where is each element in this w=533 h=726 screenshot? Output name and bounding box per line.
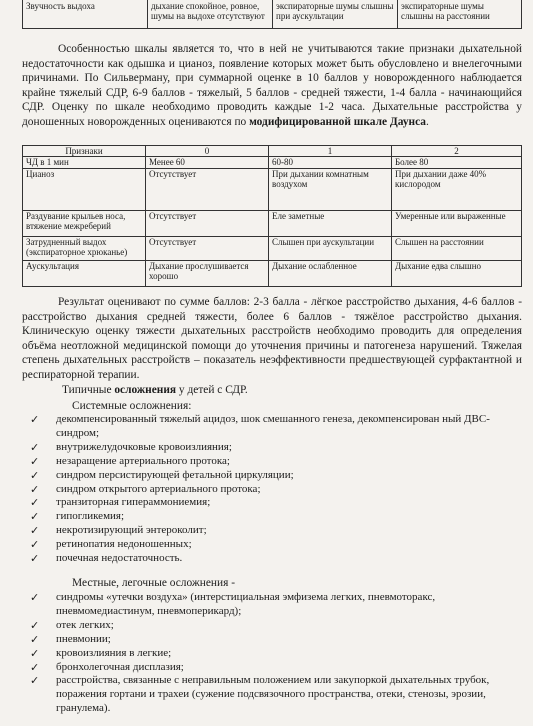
list-item-text: пневмонии; bbox=[56, 632, 111, 645]
table-row bbox=[23, 261, 522, 287]
check-icon: ✓ bbox=[30, 591, 40, 604]
table-cell: Еле заметные bbox=[269, 211, 392, 237]
list-item-text: синдром открытого артериального протока; bbox=[56, 482, 261, 495]
table-cell: ЧД в 1 мин bbox=[23, 157, 146, 169]
table-cell: дыхание спокойное, ровное, шумы на выдохе отсутствуют bbox=[148, 0, 273, 29]
list-item bbox=[22, 661, 527, 675]
check-icon: ✓ bbox=[30, 413, 40, 426]
intro-prefix: Типичные bbox=[62, 384, 115, 396]
complications-intro bbox=[62, 383, 533, 397]
check-icon: ✓ bbox=[30, 646, 40, 660]
table-cell: Слышен при аускультации bbox=[269, 237, 392, 261]
table-cell: Раздувание крыльев носа, втяжение межреберий bbox=[23, 211, 146, 237]
check-icon: ✓ bbox=[30, 482, 40, 496]
check-icon: ✓ bbox=[30, 524, 40, 538]
check-icon: ✓ bbox=[30, 496, 40, 510]
table-row bbox=[23, 211, 522, 237]
list-item bbox=[22, 552, 527, 566]
list-item bbox=[22, 441, 527, 455]
list-item-text: синдром персистирующей фетальной циркуляции; bbox=[56, 468, 294, 481]
table-cell: Дыхание прослушивается хорошо bbox=[146, 261, 269, 287]
list-item-text: незаращение артериального протока; bbox=[56, 454, 230, 467]
list-item-text: гипогликемия; bbox=[56, 510, 125, 523]
list-item-text: ретинопатия недоношенных; bbox=[56, 538, 192, 551]
check-icon: ✓ bbox=[30, 510, 40, 524]
table-row bbox=[23, 0, 522, 29]
table-header-cell: 2 bbox=[392, 146, 522, 157]
check-icon: ✓ bbox=[30, 618, 40, 632]
list-item bbox=[22, 469, 527, 483]
list-item bbox=[22, 413, 527, 441]
list-item bbox=[22, 496, 527, 510]
table-row bbox=[23, 169, 522, 211]
list-item-text: синдромы «утечки воздуха» (интерстициальная эмфизема легких, пневмоторакс, пневмомедиастинум, пневмоперикард); bbox=[56, 591, 436, 617]
table-cell: Дыхание едва слышно bbox=[392, 261, 522, 287]
list-item-text: почечная недостаточность. bbox=[56, 552, 183, 565]
table-cell: Умеренные или выраженные bbox=[392, 211, 522, 237]
list-item bbox=[22, 647, 527, 661]
check-icon: ✓ bbox=[30, 660, 40, 674]
table-header-row bbox=[23, 146, 522, 157]
list-item bbox=[22, 674, 527, 716]
silverman-table-fragment bbox=[22, 0, 522, 29]
list-item-text: транзиторная гипераммониемия; bbox=[56, 496, 211, 509]
systemic-list bbox=[22, 413, 527, 566]
table-cell: Более 80 bbox=[392, 157, 522, 169]
table-cell: Затрудненный выдох (экспираторное хрюканье) bbox=[23, 237, 146, 261]
dauns-table bbox=[22, 145, 522, 287]
check-icon: ✓ bbox=[30, 440, 40, 454]
table-cell: При дыхании комнатным воздухом bbox=[269, 169, 392, 211]
list-item bbox=[22, 455, 527, 469]
check-icon: ✓ bbox=[30, 632, 40, 646]
table-cell: Дыхание ослабленное bbox=[269, 261, 392, 287]
list-item bbox=[22, 591, 527, 619]
list-item bbox=[22, 524, 527, 538]
paragraph-text: Особенностью шкалы является то, что в ней не учитываются такие признаки дыхательной недостаточности как одышка и цианоз, появление которых может быть обусловлено и внелегочными причинами. По Сильверману, при суммарной оценке в 10 баллов у новорожденного наблюдается крайне тяжелый СДР, 6-9 баллов - тяжелый, 5 баллов - средней тяжести, 1-4 балла - начинающийся СДР. Оценку по шкале необходимо проводить каждые 1-2 часа. Дыхательные расстройства у доношенных новорожденных оцениваются по bbox=[22, 43, 522, 128]
list-item-text: декомпенсированный тяжелый ацидоз, шок смешанного генеза, декомпенсирован ный ДВС-синдром; bbox=[56, 413, 490, 439]
table-header-cell: 1 bbox=[269, 146, 392, 157]
table-cell: Цианоз bbox=[23, 169, 146, 211]
check-icon: ✓ bbox=[30, 468, 40, 482]
table-cell: Отсутствует bbox=[146, 169, 269, 211]
table-cell: 60-80 bbox=[269, 157, 392, 169]
table-cell: экспираторные шумы слышны на расстоянии bbox=[398, 0, 522, 29]
table-header-cell: Признаки bbox=[23, 146, 146, 157]
check-icon: ✓ bbox=[30, 552, 40, 566]
dauns-scale-term: модифицированной шкале Даунса bbox=[249, 115, 426, 128]
table-cell: Слышен на расстоянии bbox=[392, 237, 522, 261]
list-item-text: кровоизлияния в легкие; bbox=[56, 646, 172, 659]
table-header-cell: 0 bbox=[146, 146, 269, 157]
table-cell: Менее 60 bbox=[146, 157, 269, 169]
paragraph-result: Результат оценивают по сумме баллов: 2-3 балла - лёгкое расстройство дыхания, 4-6 баллов - расстройство дыхания средней тяжести, более 6 баллов - тяжёлое расстройство дыхания. Клиническую оценку тяжести дыхательных расстройств необходимо проводить для определения объёма неотложной медицинской помощи до уточнения причины и патогенеза нарушений. Тяжелая степень дыхательных расстройств – показатель неэффективности предшествующей сурфактантной и респираторной терапии. bbox=[22, 296, 522, 381]
table-cell: Аускультация bbox=[23, 261, 146, 287]
list-item bbox=[22, 633, 527, 647]
check-icon: ✓ bbox=[30, 674, 40, 688]
table-cell: При дыхании даже 40% кислородом bbox=[392, 169, 522, 211]
local-list bbox=[22, 591, 527, 716]
systemic-heading: Системные осложнения: bbox=[72, 400, 192, 412]
intro-suffix: у детей с СДР. bbox=[176, 384, 248, 396]
paragraph-end: . bbox=[425, 115, 429, 128]
list-item-text: отек легких; bbox=[56, 618, 114, 631]
list-item-text: некротизирующий энтероколит; bbox=[56, 524, 207, 537]
complications-term: осложнения bbox=[114, 384, 177, 396]
list-item-text: бронхолегочная дисплазия; bbox=[56, 660, 184, 673]
table-cell: Звучность выдоха bbox=[23, 0, 148, 29]
list-item bbox=[22, 538, 527, 552]
list-item-text: внутрижелудочковые кровоизлияния; bbox=[56, 440, 232, 453]
table-row bbox=[23, 237, 522, 261]
table-row bbox=[23, 157, 522, 169]
table-cell: экспираторные шумы слышны при аускультации bbox=[273, 0, 398, 29]
list-item bbox=[22, 483, 527, 497]
check-icon: ✓ bbox=[30, 538, 40, 552]
list-item-text: расстройства, связанные с неправильным положением или закупоркой дыхательных трубок, поражения гортани и трахеи (сужение подсвязочного пространства, отеки, стенозы, эрозии, гранулема). bbox=[56, 674, 490, 715]
list-item bbox=[22, 619, 527, 633]
list-item bbox=[22, 510, 527, 524]
table-cell: Отсутствует bbox=[146, 211, 269, 237]
table-cell: Отсутствует bbox=[146, 237, 269, 261]
local-heading: Местные, легочные осложнения - bbox=[72, 577, 235, 589]
paragraph-silverman-notes bbox=[22, 42, 522, 130]
check-icon: ✓ bbox=[30, 454, 40, 468]
